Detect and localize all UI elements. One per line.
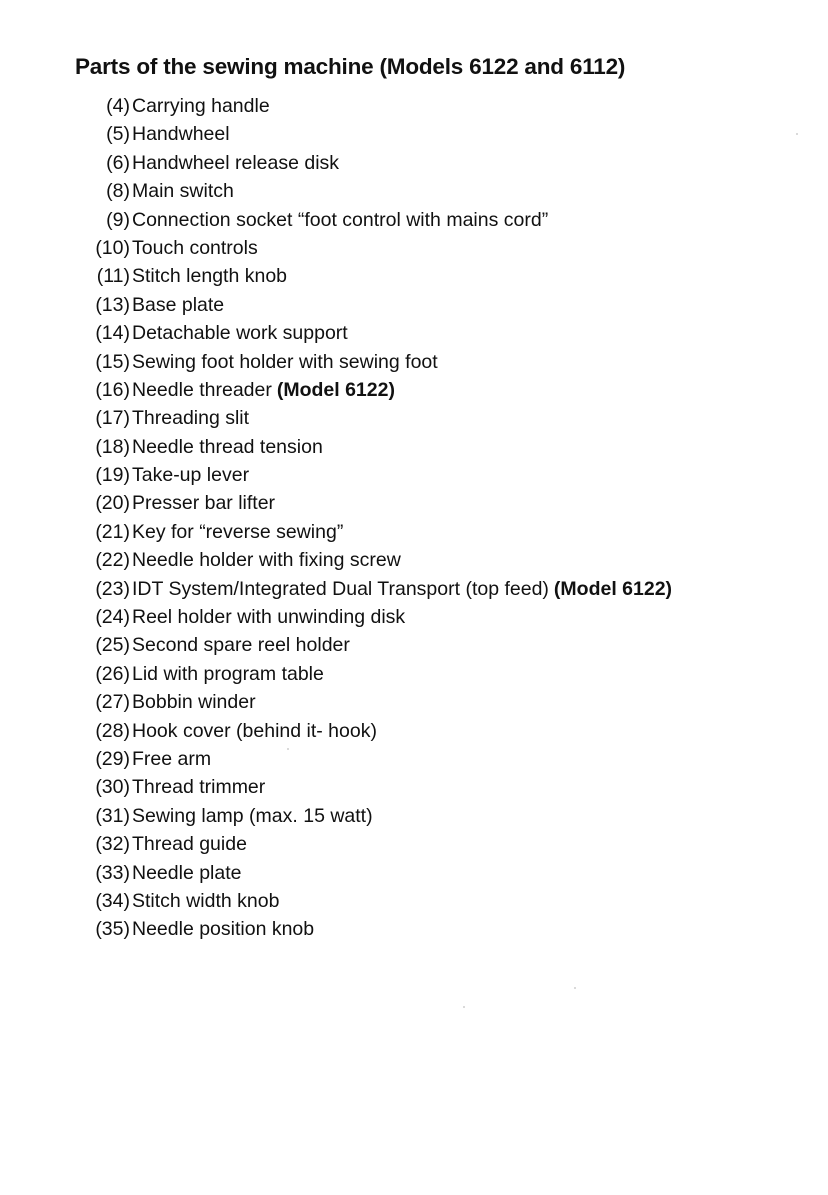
list-item (74, 262, 672, 290)
part-name: Needle threader (132, 378, 272, 401)
list-item (74, 915, 672, 943)
part-name: Main switch (132, 180, 234, 203)
part-name: Handwheel (132, 123, 230, 146)
list-item (74, 92, 672, 120)
list-item (74, 631, 672, 659)
part-number: (21) (95, 520, 130, 543)
part-name: Reel holder with unwinding disk (132, 606, 406, 629)
part-number: (19) (95, 464, 130, 487)
part-number: (23) (95, 577, 130, 600)
part-name: Needle holder with fixing screw (132, 549, 401, 572)
part-name: Free arm (132, 747, 212, 770)
list-item (74, 120, 672, 148)
part-name: Handwheel release disk (132, 151, 340, 174)
list-item (74, 234, 672, 262)
part-number: (8) (106, 180, 130, 203)
list-item (74, 518, 672, 546)
list-item (74, 546, 672, 574)
part-number: (18) (95, 435, 130, 458)
part-name: IDT System/Integrated Dual Transport (top feed) (132, 577, 549, 600)
part-number: (32) (95, 833, 130, 856)
list-item (74, 717, 672, 745)
list-item (74, 830, 672, 858)
list-item (74, 603, 672, 631)
part-number: (4) (106, 95, 130, 117)
part-name: Take-up lever (132, 464, 250, 487)
scan-speck (796, 133, 798, 135)
model-tag: (Model 6122) (553, 577, 673, 600)
part-name: Carrying handle (132, 95, 270, 117)
part-number: (33) (95, 861, 130, 884)
part-name: Touch controls (132, 236, 258, 259)
part-name: Stitch width knob (132, 889, 280, 912)
part-number: (6) (106, 151, 130, 174)
part-name: Sewing foot holder with sewing foot (132, 350, 438, 373)
list-item (74, 433, 672, 461)
part-name: Stitch length knob (132, 265, 288, 288)
list-item (74, 688, 672, 716)
part-name: Sewing lamp (max. 15 watt) (132, 804, 373, 827)
scan-speck (287, 748, 289, 750)
part-number: (15) (95, 350, 130, 373)
list-item (74, 348, 672, 376)
list-item (74, 291, 672, 319)
part-number: (28) (95, 719, 130, 742)
part-number: (34) (95, 889, 130, 912)
part-name: Thread guide (132, 833, 247, 856)
part-number: (13) (95, 293, 130, 316)
part-number: (9) (106, 208, 130, 231)
part-name: Bobbin winder (132, 691, 256, 714)
part-number: (24) (95, 606, 130, 629)
list-item (74, 376, 672, 404)
list-item (74, 859, 672, 887)
list-item (74, 745, 672, 773)
part-number: (29) (95, 747, 130, 770)
list-item (74, 461, 672, 489)
part-number: (17) (95, 407, 130, 430)
scan-speck (574, 987, 576, 989)
part-name: Detachable work support (132, 322, 348, 345)
list-item (74, 773, 672, 801)
part-number: (16) (95, 378, 130, 401)
list-item (74, 660, 672, 688)
part-name: Threading slit (132, 407, 250, 430)
list-item (74, 489, 672, 517)
part-name: Second spare reel holder (132, 634, 350, 657)
scan-speck (463, 1006, 465, 1008)
list-item (74, 206, 672, 234)
part-number: (35) (95, 918, 130, 941)
part-number: (20) (95, 492, 130, 515)
part-number: (22) (95, 549, 130, 572)
part-number: (30) (95, 776, 130, 799)
part-number: (31) (95, 804, 130, 827)
page-title: Parts of the sewing machine (Models 6122 and 6112) (75, 54, 626, 79)
part-name: Lid with program table (132, 662, 324, 685)
part-number: (26) (95, 662, 130, 685)
list-item (74, 404, 672, 432)
part-number: (27) (95, 691, 130, 714)
list-item (74, 149, 672, 177)
model-tag: (Model 6122) (276, 378, 395, 401)
part-name: Base plate (132, 293, 225, 316)
part-name: Needle thread tension (132, 435, 323, 458)
list-item (74, 575, 672, 603)
list-item (74, 802, 672, 830)
part-name: Needle position knob (132, 918, 315, 941)
parts-list (74, 92, 672, 944)
part-number: (10) (95, 236, 130, 259)
part-name: Key for “reverse sewing” (132, 520, 344, 543)
part-name: Thread trimmer (132, 776, 266, 799)
part-name: Connection socket “foot control with mains cord” (132, 208, 549, 231)
part-number: (25) (95, 634, 130, 657)
part-name: Needle plate (132, 861, 242, 884)
part-number: (5) (106, 123, 130, 146)
part-number: (14) (95, 322, 130, 345)
list-item (74, 177, 672, 205)
part-name: Hook cover (behind it- hook) (132, 719, 377, 742)
part-name: Presser bar lifter (132, 492, 276, 515)
list-item (74, 319, 672, 347)
part-number: (11) (96, 265, 130, 288)
list-item (74, 887, 672, 915)
